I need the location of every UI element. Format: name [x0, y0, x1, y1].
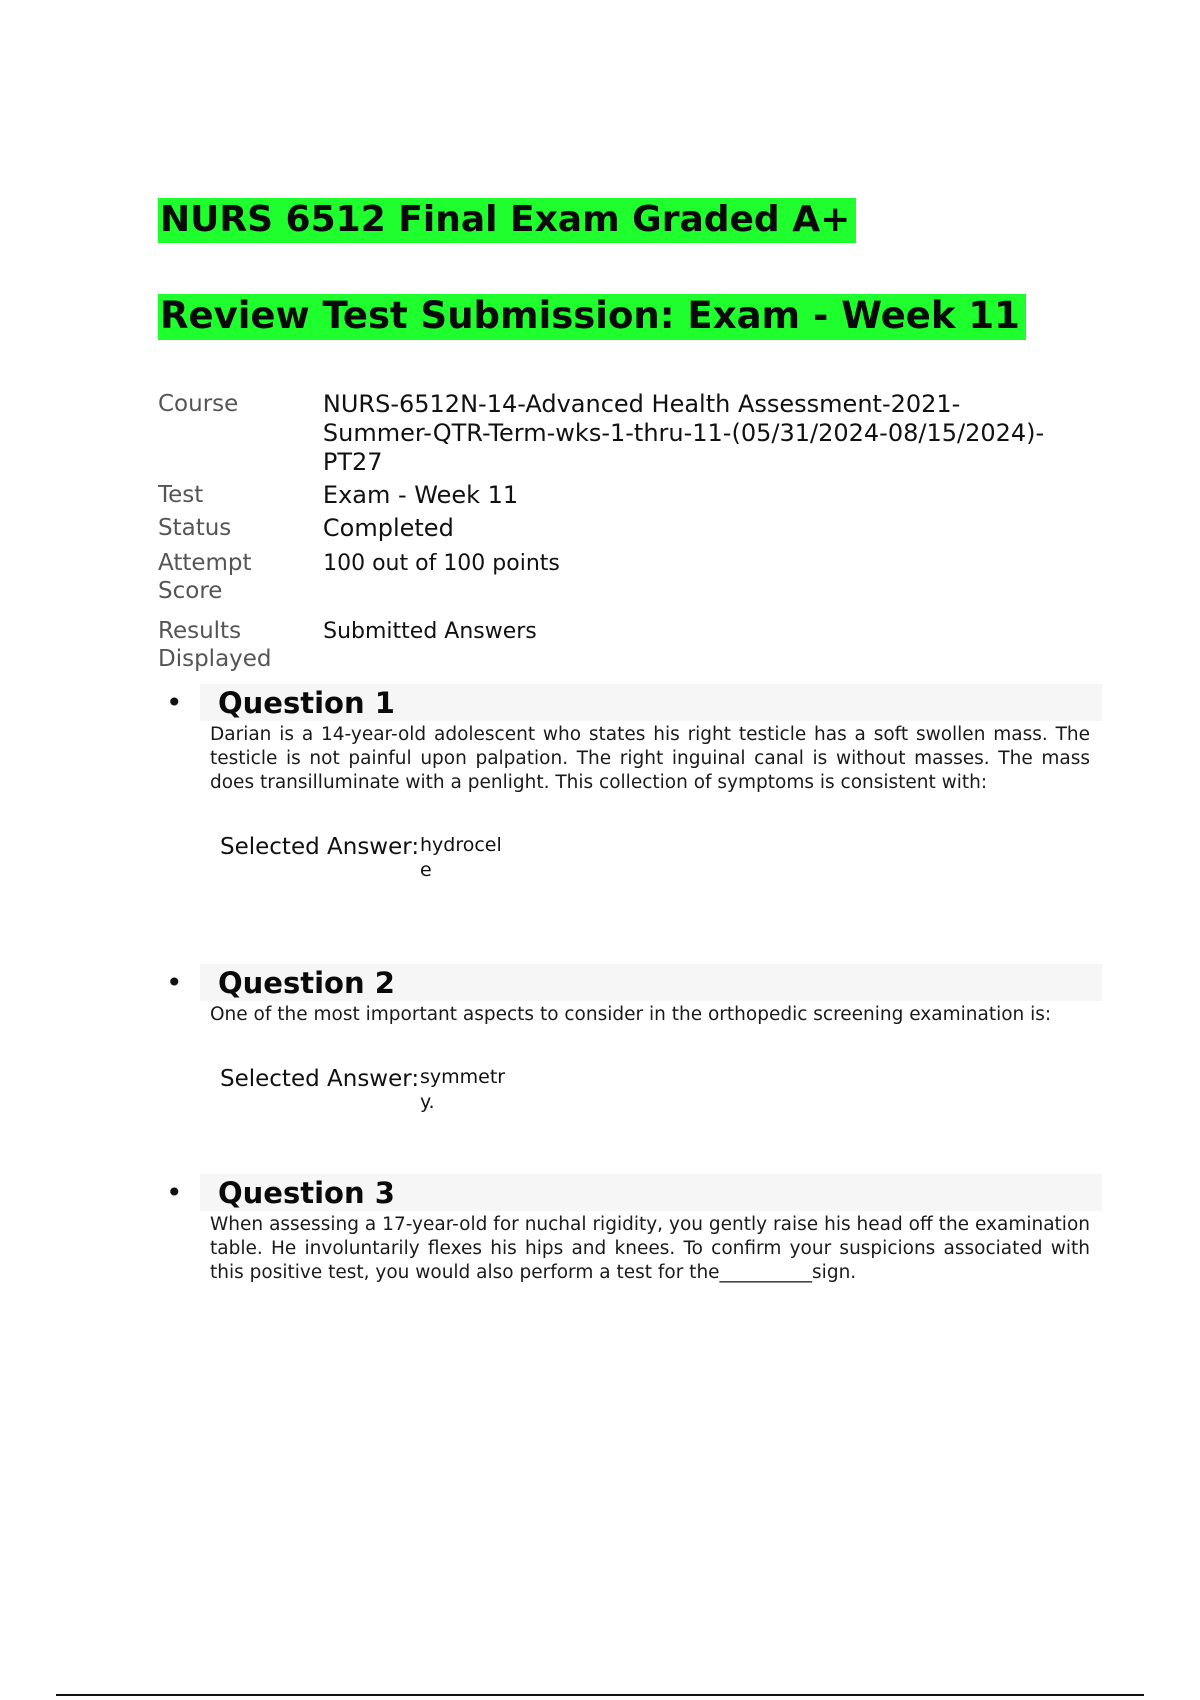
question-title-bar — [200, 964, 1102, 1001]
selected-answer-label: Selected Answer: — [220, 834, 420, 860]
question-header — [160, 684, 1102, 721]
question-2 — [160, 964, 1102, 1115]
attempt-score-value: 100 out of 100 points — [323, 551, 560, 576]
status-value: Completed — [322, 514, 454, 542]
course-row — [158, 390, 1058, 477]
question-header — [160, 964, 1102, 1001]
results-label: Results Displayed — [158, 618, 272, 672]
course-value: NURS-6512N-14-Advanced Health Assessment-2021-Summer-QTR-Term-wks-1-thru-11-(05/31/2024-08/15/2024)-PT27 — [322, 390, 1045, 476]
selected-answer-value: hydrocele — [420, 834, 502, 881]
attempt-score-row — [158, 549, 1058, 605]
question-title: Question 1 — [218, 685, 395, 720]
attempt-score-label: Attempt Score — [158, 550, 252, 604]
test-label: Test — [158, 482, 204, 508]
question-title-bar — [200, 684, 1102, 721]
selected-answer-value: symmetry. — [420, 1066, 506, 1113]
question-title: Question 3 — [218, 1175, 395, 1210]
question-title-bar — [200, 1174, 1102, 1211]
results-value: Submitted Answers — [323, 619, 537, 644]
question-text: One of the most important aspects to consider in the orthopedic screening examination is: — [210, 1004, 1052, 1025]
question-3 — [160, 1174, 1102, 1285]
question-text: Darian is a 14-year-old adolescent who states his right testicle has a soft swollen mass. The testicle is not painful upon palpation. The right inguinal canal is without masses. The mass does transilluminate with a penlight. This collection of symptoms is consistent with: — [210, 724, 1090, 793]
document-subtitle: Review Test Submission: Exam - Week 11 — [158, 294, 1026, 340]
selected-answer — [220, 1065, 1102, 1115]
status-label: Status — [158, 515, 232, 541]
document-title: NURS 6512 Final Exam Graded A+ — [158, 198, 856, 243]
results-row — [158, 617, 1058, 673]
test-value: Exam - Week 11 — [322, 481, 519, 509]
bullet: • — [166, 686, 183, 719]
bullet: • — [166, 966, 183, 999]
question-header — [160, 1174, 1102, 1211]
question-title: Question 2 — [218, 965, 395, 1000]
status-row — [158, 514, 1058, 543]
selected-answer — [220, 833, 1102, 883]
selected-answer-label: Selected Answer: — [220, 1066, 420, 1092]
question-text: When assessing a 17-year-old for nuchal rigidity, you gently raise his head off the examination table. He involuntarily flexes his hips and knees. To confirm your suspicions associated with this positive test, you would also perform a test for the__________sign. — [210, 1214, 1090, 1283]
question-1 — [160, 684, 1102, 883]
submission-details — [158, 390, 1058, 673]
course-label: Course — [158, 391, 239, 417]
page-bottom-rule — [56, 1694, 1144, 1696]
bullet: • — [166, 1176, 183, 1209]
test-row — [158, 481, 1058, 510]
